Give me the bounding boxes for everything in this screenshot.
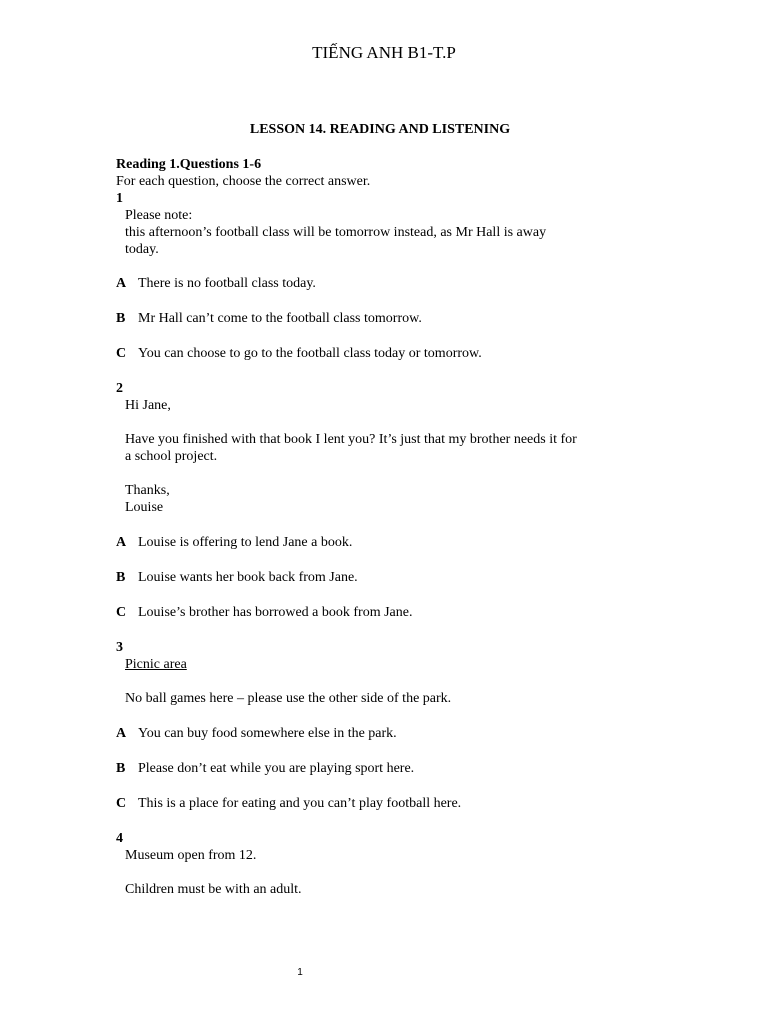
- option-text: Louise wants her book back from Jane.: [138, 570, 358, 585]
- questions-range: Questions 1-6: [179, 157, 262, 172]
- question-2-option-c: [116, 604, 636, 621]
- question-2-number: 2: [116, 381, 123, 396]
- option-text: This is a place for eating and you can’t play football here.: [138, 796, 462, 811]
- reading-heading: [116, 156, 636, 173]
- question-2-signature: Louise: [125, 500, 164, 515]
- question-2-option-a: [116, 534, 636, 551]
- option-letter: A: [116, 535, 127, 550]
- option-letter: A: [116, 726, 127, 741]
- lesson-title: LESSON 14. READING AND LISTENING: [249, 122, 511, 137]
- question-4-line-1: Museum open from 12.: [125, 848, 257, 863]
- reading-instruction: For each question, choose the correct answer.: [116, 174, 371, 189]
- question-3-sign-text: No ball games here – please use the other side of the park.: [125, 691, 452, 706]
- page-number: 1: [297, 967, 303, 978]
- document-header: TIẾNG ANH B1-T.P: [312, 43, 456, 62]
- option-letter: B: [116, 761, 126, 776]
- question-2-greeting: Hi Jane,: [125, 398, 171, 413]
- option-text: There is no football class today.: [138, 276, 316, 291]
- option-letter: C: [116, 796, 127, 811]
- question-4-text: [116, 847, 636, 898]
- document-body: [116, 156, 636, 898]
- question-1-line-3: today.: [125, 242, 159, 257]
- question-3-number: 3: [116, 640, 123, 655]
- question-4-number: 4: [116, 831, 123, 846]
- question-2-body-line-1: Have you finished with that book I lent you? It’s just that my brother needs it for: [125, 432, 577, 447]
- option-letter: C: [116, 605, 127, 620]
- option-text: Louise’s brother has borrowed a book from Jane.: [138, 605, 413, 620]
- question-2-option-b: [116, 569, 636, 586]
- question-2-signoff: Thanks,: [125, 483, 170, 498]
- question-1-option-c: [116, 345, 636, 362]
- question-1-option-b: [116, 310, 636, 327]
- option-letter: B: [116, 311, 126, 326]
- option-text: Louise is offering to lend Jane a book.: [138, 535, 353, 550]
- option-letter: A: [116, 276, 127, 291]
- question-1-line-2: this afternoon’s football class will be tomorrow instead, as Mr Hall is away: [125, 225, 547, 240]
- question-2-text: [116, 397, 636, 516]
- question-1-number: 1: [116, 191, 123, 206]
- question-4-line-2: Children must be with an adult.: [125, 882, 302, 897]
- question-3-sign-title: Picnic area: [125, 657, 187, 672]
- option-letter: C: [116, 346, 127, 361]
- question-3-text: [116, 656, 636, 707]
- question-1-option-a: [116, 275, 636, 292]
- question-1-text: [116, 207, 636, 258]
- question-2-body-line-2: a school project.: [125, 449, 218, 464]
- question-3-option-c: [116, 795, 636, 812]
- question-3-option-b: [116, 760, 636, 777]
- reading-label: Reading 1.: [116, 157, 180, 172]
- option-text: You can choose to go to the football class today or tomorrow.: [138, 346, 482, 361]
- option-text: Please don’t eat while you are playing sport here.: [138, 761, 415, 776]
- option-letter: B: [116, 570, 126, 585]
- question-1-line-1: Please note:: [125, 208, 193, 223]
- question-3-option-a: [116, 725, 636, 742]
- option-text: Mr Hall can’t come to the football class tomorrow.: [138, 311, 422, 326]
- option-text: You can buy food somewhere else in the park.: [138, 726, 397, 741]
